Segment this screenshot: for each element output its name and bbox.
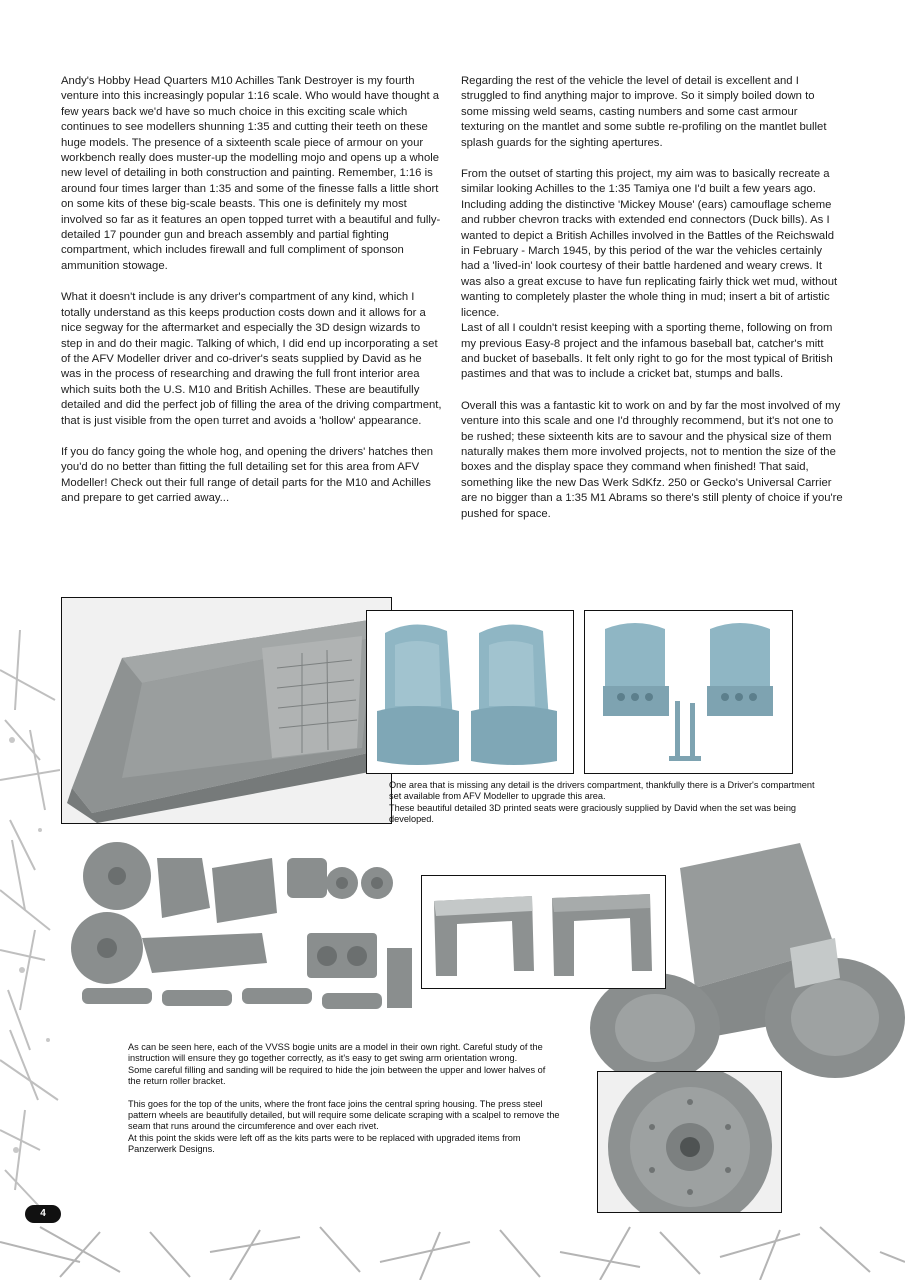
body-paragraph: Overall this was a fantastic kit to work on and by far the most involved of my venture into this scale and one I'd throughly recommend, but it's not one to be rushed; these sixteenth kits are to savour and the physical size of them naturally makes them more involved projects, not to mention the size of the boxes and the display space they command when finished! That said, something like the new Das Werk SdKfz. 250 or Gecko's Universal Carrier are no bigger than a 1:35 M1 Abrams so there's still plenty of choice if you're pushed for space. [461, 399, 843, 520]
grunge-border-left [0, 630, 60, 1230]
grunge-border-bottom [0, 1222, 905, 1280]
caption-seats [389, 780, 829, 826]
bracket-photo [421, 875, 666, 989]
body-column-right [461, 74, 843, 538]
caption-bogie [128, 1042, 560, 1156]
hull-interior-photo [61, 597, 392, 824]
caption-line: As can be seen here, each of the VVSS bogie units are a model in their own right. Careful study of the instruction will ensure they go together correctly, as it's easy to get swing arm orientation wrong. [128, 1042, 543, 1064]
caption-line: At this point the skids were left off as the kits parts were to be replaced with upgraded items from Panzerwerk Designs. [128, 1132, 521, 1155]
body-paragraph: From the outset of starting this project, my aim was to basically recreate a similar looking Achilles to the 1:35 Tamiya one I'd built a few years ago. Including adding the distinctive 'Mickey Mouse' (ears) camouflage scheme and rubber chevron tracks with extended end connectors (Duck bills). As I wanted to depict a British Achilles involved in the Battles of the Reichswald in February - March 1945, by this period of the war the vehicles certainly had a 'lived-in' look courtesy of their battle hardened and weary crews. It was also a great excuse to have fun replicating fairly thick wet mud, without wanting to completely plaster the whole thing in mud; insert a bit of artistic licence. [461, 168, 838, 319]
seats-photo [366, 610, 574, 774]
roadwheel-photo [597, 1071, 782, 1213]
sprue-parts-photo [62, 838, 432, 1030]
body-paragraph: What it doesn't include is any driver's compartment of any kind, which I totally understand as this keeps production costs down and it allows for a nice segway for the aftermarket and especially the 3D design wizards to step in and do their magic. Talking of which, I did end up incorporating a set of the AFV Modeller driver and co-driver's seats supplied by David as he was in the process of researching and drawing the full front interior area which suits both the U.S. M10 and British Achilles. These are beautifully detailed and did the perfect job of filling the area of the driving compartment, that is just visible from the open turret and avoids a 'hollow' appearance. [61, 291, 442, 427]
caption-line: Some careful filling and sanding will be required to hide the join between the upper and lower halves of the return roller bracket. [128, 1064, 546, 1087]
page-number: 4 [25, 1205, 61, 1223]
caption-line: One area that is missing any detail is the drivers compartment, thankfully there is a Driver's compartment set available from AFV Modeller to upgrade this area. [389, 780, 815, 802]
body-paragraph: Last of all I couldn't resist keeping with a sporting theme, following on from my previous Easy-8 project and the infamous baseball bat, catcher's mitt and bucket of baseballs. It felt only right to go for the most typical of British pastimes and that was to include a cricket bat, stumps and balls. [461, 322, 833, 381]
body-paragraph: Regarding the rest of the vehicle the level of detail is excellent and I struggled to find anything major to improve. So it simply boiled down to some missing weld seams, casting numbers and some cast armour texturing on the mantlet and some subtle re-profiling on the mantlet bullet splash guards for the sighting apertures. [461, 75, 827, 149]
caption-line: These beautiful detailed 3D printed seats were graciously supplied by David when the set was being developed. [389, 802, 797, 825]
body-column-left [61, 74, 443, 523]
body-paragraph: Andy's Hobby Head Quarters M10 Achilles Tank Destroyer is my fourth venture into this increasingly popular 1:16 scale. Who would have thought a few years back we'd have so much choice in this exciting scale which continues to see modellers shunning 1:35 and cutting their teeth on these huge models. The presence of a sixteenth scale piece of armour on your workbench really does muster-up the modelling mojo and opens up a whole new level of detailing in both construction and painting. Remember, 1:16 is around four times larger than 1:35 and some of the finesse falls a little short on some kits of these big-scale beasts. This one is definitely my most involved so far as it features an open topped turret with a beautiful and fully-detailed 17 pounder gun and breach assembly and partial fighting compartment, which includes firewall and full compliment of sponson ammunition stowage. [61, 75, 441, 272]
caption-line: This goes for the top of the units, where the front face joins the central spring housing. The press steel pattern wheels are beautifully detailed, but will require some delicate scraping with a scalpel to remove the seam that runs around the circumference and over each rivet. [128, 1098, 560, 1132]
seats-rear-photo [584, 610, 793, 774]
body-paragraph: If you do fancy going the whole hog, and opening the drivers' hatches then you'd do no better than fitting the full detailing set for this area from AFV Modeller! Check out their full range of detail parts for the M10 and Achilles and prepare to get carried away... [61, 445, 434, 505]
